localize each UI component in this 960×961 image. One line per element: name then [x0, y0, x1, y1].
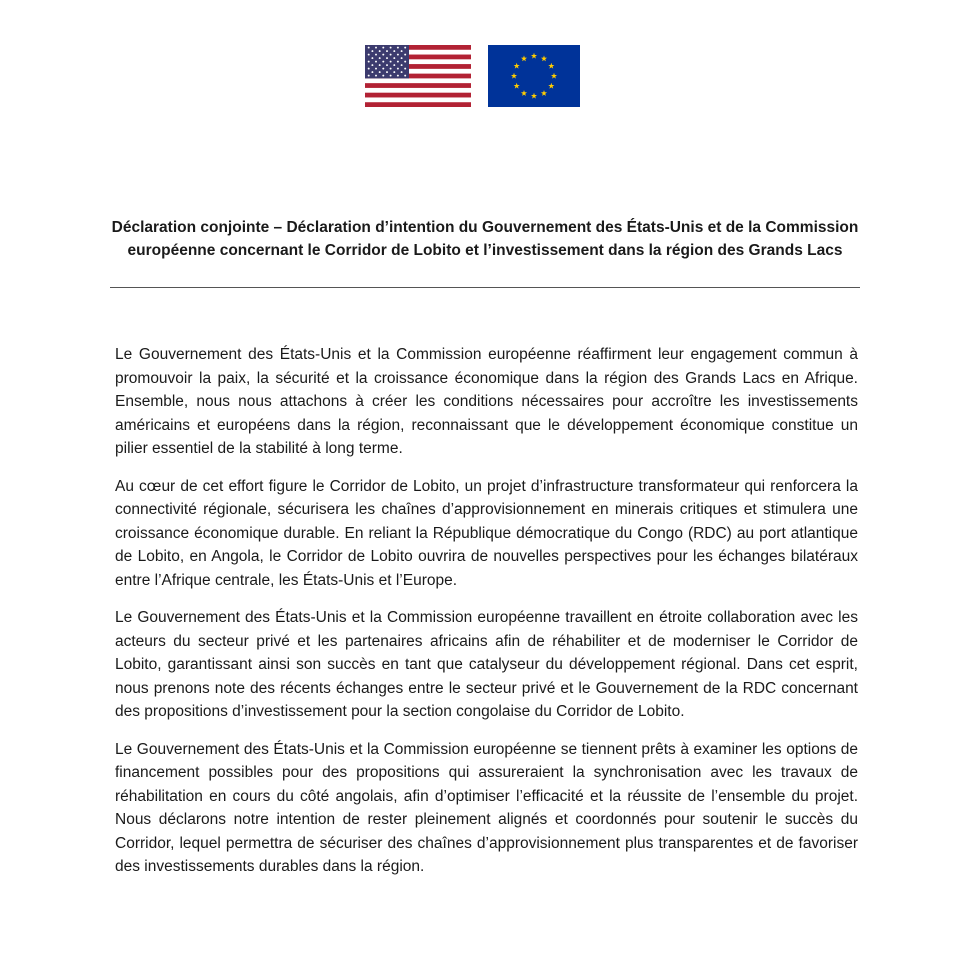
us-star	[404, 68, 406, 70]
eu-flag	[488, 45, 580, 107]
us-star	[404, 47, 406, 49]
us-star	[379, 71, 381, 73]
us-star	[371, 64, 373, 66]
us-star	[371, 71, 373, 73]
eu-flag-image	[488, 45, 580, 107]
us-star	[371, 57, 373, 59]
us-star	[382, 68, 384, 70]
us-star	[379, 57, 381, 59]
us-star	[397, 47, 399, 49]
flags-header	[365, 45, 580, 107]
us-star	[393, 50, 395, 52]
us-star	[390, 75, 392, 77]
us-star	[382, 75, 384, 77]
us-star	[368, 54, 370, 56]
us-star	[382, 54, 384, 56]
paragraph-1: Le Gouvernement des États-Unis et la Commission européenne réaffirment leur engagement commun à promouvoir la paix, la sécurité et la croissance économique dans la région des Grands Lacs en Afrique. Ensemble, nous nous attachons à créer les conditions nécessaires pour accroître les investissements américains et européens dans la région, reconnaissant que le développement économique constitue un pilier essentiel de la stabilité à long terme.	[115, 346, 858, 457]
us-star	[386, 57, 388, 59]
us-star	[397, 61, 399, 63]
us-star	[382, 61, 384, 63]
us-stripe	[365, 83, 471, 88]
us-stripe	[365, 102, 471, 107]
us-star	[375, 75, 377, 77]
us-star	[386, 50, 388, 52]
us-star	[393, 64, 395, 66]
paragraph-3: Le Gouvernement des États-Unis et la Commission européenne travaillent en étroite collaboration avec les acteurs du secteur privé et les partenaires africains afin de réhabiliter et de moderniser le Corridor de Lobito, garantissant ainsi son succès en tant que catalyseur du développement régional. Dans cet esprit, nous prenons note des récents échanges entre le secteur privé et le Gouvernement de la RDC concernant des propositions d’investissement pour la section congolaise du Corridor de Lobito.	[115, 609, 858, 720]
us-star	[368, 47, 370, 49]
title-divider	[110, 287, 860, 288]
us-star	[404, 54, 406, 56]
us-star	[397, 54, 399, 56]
us-star	[397, 75, 399, 77]
document-body	[115, 343, 858, 893]
us-flag-image	[365, 45, 471, 107]
us-star	[401, 71, 403, 73]
document-title: Déclaration conjointe – Déclaration d’intention du Gouvernement des États-Unis et de la Commission européenne concernant le Corridor de Lobito et l’investissement dans la région des Grands Lacs	[111, 219, 859, 259]
us-stripe	[365, 88, 471, 93]
us-star	[390, 68, 392, 70]
us-star	[375, 68, 377, 70]
us-star	[371, 50, 373, 52]
us-star	[375, 61, 377, 63]
us-star	[386, 71, 388, 73]
us-star	[375, 54, 377, 56]
us-star	[390, 54, 392, 56]
us-star	[390, 61, 392, 63]
us-star	[368, 75, 370, 77]
us-star	[393, 71, 395, 73]
us-stripe	[365, 93, 471, 98]
paragraph-4: Le Gouvernement des États-Unis et la Commission européenne se tiennent prêts à examiner les options de financement possibles pour des propositions qui assureraient la synchronisation avec les travaux de réhabilitation en cours du côté angolais, afin d’optimiser l’efficacité et la réussite de l’ensemble du projet. Nous déclarons notre intention de rester pleinement alignés et coordonnés pour soutenir le succès du Corridor, lequel permettra de sécuriser des chaînes d’approvisionnement plus transparentes et de favoriser des investissements durables dans la région.	[115, 740, 858, 875]
us-star	[401, 50, 403, 52]
us-star	[401, 57, 403, 59]
us-stripe	[365, 78, 471, 83]
us-star	[397, 68, 399, 70]
us-star	[379, 50, 381, 52]
us-star	[382, 47, 384, 49]
us-star	[393, 57, 395, 59]
us-star	[404, 75, 406, 77]
us-star	[379, 64, 381, 66]
us-star	[375, 47, 377, 49]
us-star	[390, 47, 392, 49]
paragraph-2: Au cœur de cet effort figure le Corridor de Lobito, un projet d’infrastructure transformateur qui renforcera la connectivité régionale, sécurisera les chaînes d’approvisionnement en minerais critiques et stimulera une croissance économique durable. En reliant la République démocratique du Congo (RDC) au port atlantique de Lobito, en Angola, le Corridor de Lobito ouvrira de nouvelles perspectives pour les échanges bilatéraux entre l’Afrique centrale, les États-Unis et l’Europe.	[115, 477, 858, 589]
us-star	[404, 61, 406, 63]
us-star	[368, 61, 370, 63]
us-stripe	[365, 97, 471, 102]
us-star	[401, 64, 403, 66]
us-star	[386, 64, 388, 66]
us-star	[368, 68, 370, 70]
us-flag	[365, 45, 471, 107]
